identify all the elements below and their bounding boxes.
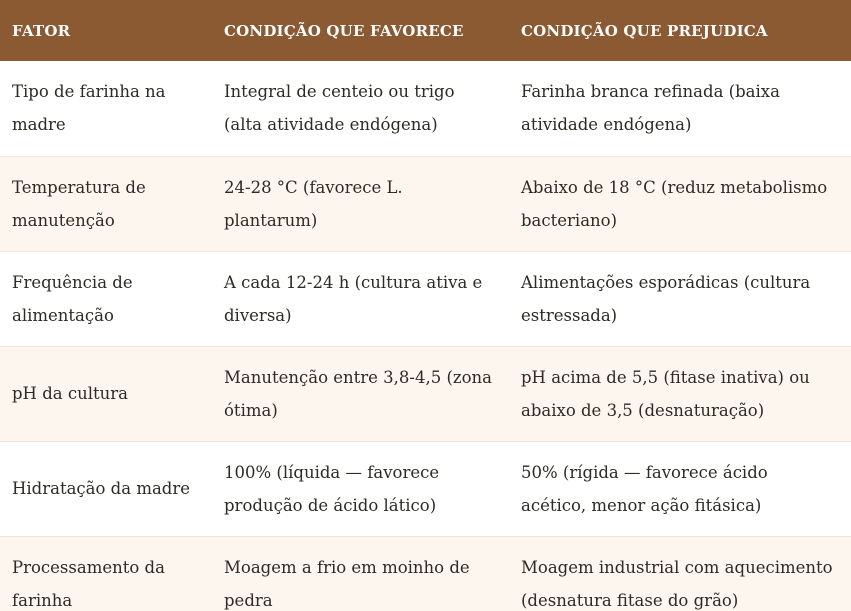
cell-fator: pH da cultura <box>12 384 128 403</box>
cell-prejudica: Alimentações esporádicas (cultura estressada) <box>521 272 811 325</box>
cell-prejudica: Abaixo de 18 °C (reduz metabolismo bacteriano) <box>521 177 828 230</box>
cell-favorece: 24-28 °C (favorece L. plantarum) <box>224 177 403 230</box>
table-row <box>0 61 851 156</box>
cell-prejudica: 50% (rígida — favorece ácido acético, menor ação fitásica) <box>521 462 768 515</box>
table-row <box>0 441 851 536</box>
cell-favorece: 100% (líquida — favorece produção de ácido lático) <box>224 462 440 515</box>
cell-favorece: Moagem a frio em moinho de pedra <box>224 557 470 610</box>
cell-fator: Hidratação da madre <box>12 479 191 498</box>
cell-fator: Frequência de alimentação <box>12 272 133 325</box>
header-favorece: CONDIÇÃO QUE FAVORECE <box>224 21 464 40</box>
cell-prejudica: Farinha branca refinada (baixa atividade endógena) <box>521 82 780 135</box>
table-row <box>0 536 851 611</box>
cell-fator: Processamento da farinha <box>12 557 165 610</box>
cell-prejudica: Moagem industrial com aquecimento (desnatura fitase do grão) <box>521 557 833 610</box>
cell-favorece: Manutenção entre 3,8-4,5 (zona ótima) <box>224 367 493 420</box>
header-row <box>0 0 851 61</box>
header-prejudica: CONDIÇÃO QUE PREJUDICA <box>521 21 768 40</box>
table-row <box>0 156 851 251</box>
table-body <box>0 61 851 611</box>
cell-prejudica: pH acima de 5,5 (fitase inativa) ou abaixo de 3,5 (desnaturação) <box>521 367 810 420</box>
cell-favorece: Integral de centeio ou trigo (alta atividade endógena) <box>224 82 455 135</box>
header-fator: FATOR <box>12 21 71 40</box>
table-row <box>0 346 851 441</box>
table-header <box>0 0 851 61</box>
cell-fator: Tipo de farinha na madre <box>12 82 166 135</box>
table-row <box>0 251 851 346</box>
cell-favorece: A cada 12-24 h (cultura ativa e diversa) <box>224 272 483 325</box>
cell-fator: Temperatura de manutenção <box>12 177 146 230</box>
